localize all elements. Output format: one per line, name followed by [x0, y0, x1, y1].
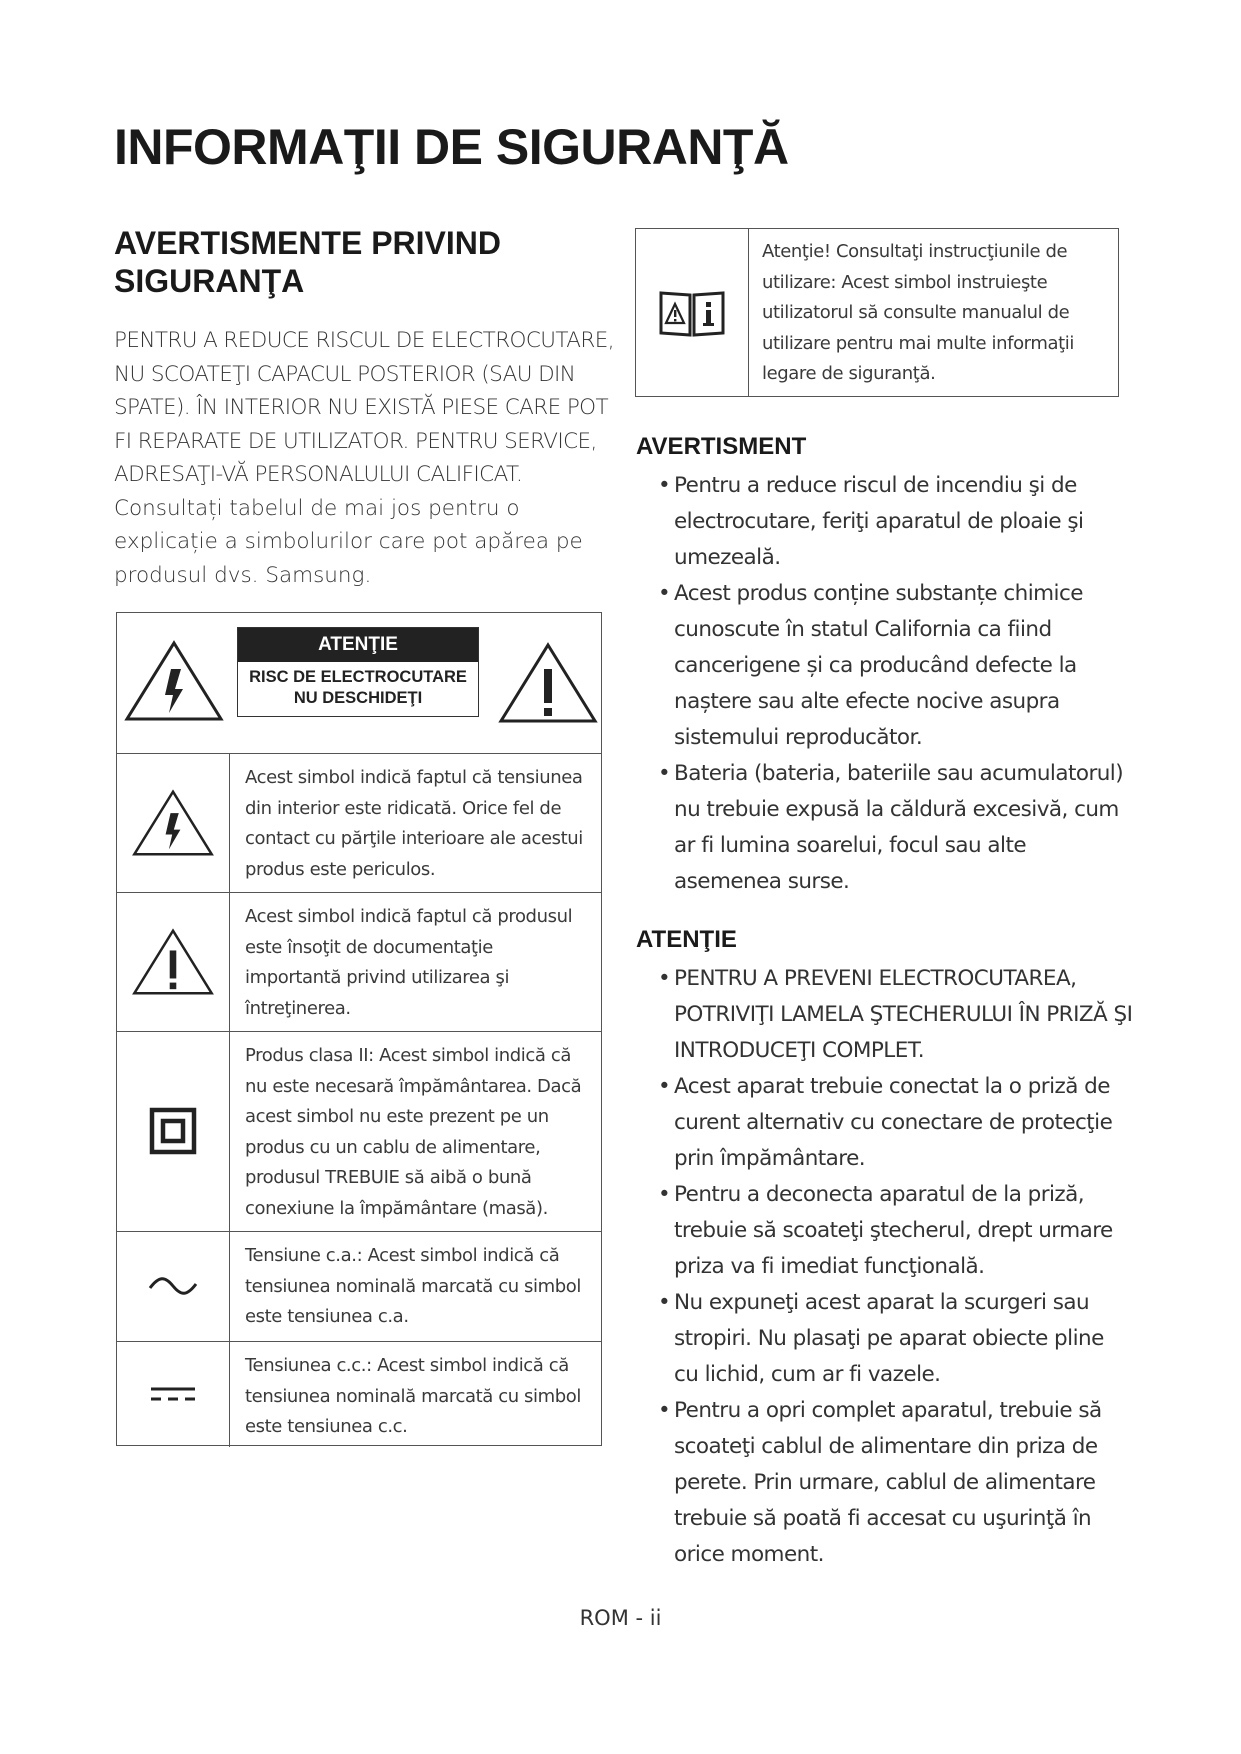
bullet-marker: • — [658, 581, 671, 606]
symbol-row — [117, 892, 601, 1032]
symbol-description: Acest simbol indică faptul că produsul este însoţit de documentaţie importantă privind utilizarea şi întreţinerea. — [245, 906, 573, 1019]
page-number: ROM - ii — [579, 1606, 662, 1630]
high-voltage-icon — [123, 639, 225, 723]
symbol-description: Acest simbol indică faptul că tensiunea din interior este ridicată. Orice fel de contact cu părţile interioare ale acestui produs este periculos. — [245, 767, 583, 880]
section-title — [114, 224, 594, 300]
list-item — [658, 468, 1134, 576]
intro-paragraph — [114, 324, 614, 592]
list-item — [658, 1285, 1134, 1393]
symbol-description: Tensiunea c.c.: Acest simbol indică că tensiunea nominală marcată cu simbol este tensiunea c.c. — [245, 1355, 581, 1437]
symbol-description: Produs clasa II: Acest simbol indică că nu este necesară împământarea. Dacă acest simbol nu este prezent pe un produs cu un cablu de alimentare, produsul TREBUIE să aibă o bună conexiune la împământare (masă). — [245, 1045, 582, 1219]
bullet-marker: • — [658, 1182, 671, 1207]
list-item — [658, 1069, 1134, 1177]
consult-manual-table — [635, 228, 1119, 397]
bullet-marker: • — [658, 1398, 671, 1423]
ac-voltage-icon — [147, 1274, 199, 1298]
list-item — [658, 756, 1134, 900]
list-item-text: PENTRU A PREVENI ELECTROCUTAREA, POTRIVIŢI LAMELA ŞTECHERULUI ÎN PRIZĂ ŞI INTRODUCEŢI COMPLET. — [674, 966, 1133, 1063]
caution-label-text — [238, 662, 478, 709]
caution-label-box — [237, 627, 479, 717]
high-voltage-icon — [131, 788, 215, 858]
caution-label-line1: RISC DE ELECTROCUTARE — [249, 668, 467, 686]
intro-warning-text: PENTRU A REDUCE RISCUL DE ELECTROCUTARE, NU SCOATEŢI CAPACUL POSTERIOR (SAU DIN SPATE). ÎN INTERIOR NU EXISTĂ PIESE CARE POT FI REPARATE DE UTILIZATOR. PENTRU SERVICE, ADRESAŢI-VĂ PERSONALULUI CALIFICAT. — [114, 328, 614, 487]
bullet-marker: • — [658, 966, 671, 991]
exclamation-icon — [131, 927, 215, 997]
symbol-description: Tensiune c.a.: Acest simbol indică că tensiunea nominală marcată cu simbol este tensiunea c.a. — [245, 1245, 581, 1327]
symbol-row — [117, 1231, 601, 1342]
list-item-text: Pentru a opri complet aparatul, trebuie să scoateţi cablul de alimentare din priza de perete. Prin urmare, cablul de alimentare trebuie să poată fi accesat cu uşurinţă în orice moment. — [674, 1398, 1102, 1567]
bullet-marker: • — [658, 761, 671, 786]
page-title: INFORMAŢII DE SIGURANŢĂ — [114, 119, 789, 175]
caution-list — [658, 961, 1134, 1573]
list-item — [658, 576, 1134, 756]
bullet-marker: • — [658, 1074, 671, 1099]
section-title-text: AVERTISMENTE PRIVIND SIGURANŢA — [114, 225, 501, 299]
exclamation-icon — [497, 641, 599, 725]
list-item-text: Pentru a reduce riscul de incendiu şi de electrocutare, feriţi aparatul de ploaie şi umezeală. — [674, 473, 1084, 570]
warning-heading: AVERTISMENT — [636, 433, 807, 460]
bullet-marker: • — [658, 1290, 671, 1315]
caution-label-line2: NU DESCHIDEŢI — [293, 689, 423, 707]
caution-heading: ATENŢIE — [636, 926, 737, 953]
list-item-text: Bateria (bateria, bateriile sau acumulatorul) nu trebuie expusă la căldură excesivă, cum ar fi lumina soarelui, focul sau alte asemenea surse. — [674, 761, 1124, 894]
symbol-cell — [117, 892, 230, 1031]
dc-voltage-icon — [149, 1384, 197, 1404]
symbol-row — [117, 753, 601, 893]
list-item-text: Acest aparat trebuie conectat la o priză de curent alternativ cu conectare de protecţie prin împământare. — [674, 1074, 1113, 1171]
caution-label-title: ATENŢIE — [238, 628, 478, 662]
symbol-cell — [117, 753, 230, 892]
list-item-text: Nu expuneţi acest aparat la scurgeri sau stropiri. Nu plasaţi pe aparat obiecte pline cu lichid, cum ar fi vazele. — [674, 1290, 1104, 1387]
symbol-cell — [117, 1231, 230, 1341]
symbol-row — [117, 1031, 601, 1232]
list-item-text: Pentru a deconecta aparatul de la priză, trebuie să scoateţi ştecherul, drept urmare priza va fi imediat funcţională. — [674, 1182, 1113, 1279]
warning-list — [658, 468, 1134, 900]
consult-manual-description: Atenţie! Consultaţi instrucţiunile de utilizare: Acest simbol instruieşte utilizatorul să consulte manualul de utilizare pentru mai multe informaţii legare de siguranţă. — [762, 241, 1074, 384]
class-ii-icon — [149, 1107, 197, 1155]
symbol-cell — [117, 1031, 230, 1231]
symbol-cell — [117, 1341, 230, 1447]
symbol-row — [117, 1341, 601, 1447]
bullet-marker: • — [658, 473, 671, 498]
symbol-cell — [636, 229, 749, 396]
caution-label-row — [117, 613, 601, 754]
list-item-text: Acest produs conține substanțe chimice cunoscute în statul California ca fiind cancerigene și ca producând defecte la naștere sau alte efecte nocive asupra sistemului reproducător. — [674, 581, 1083, 750]
intro-explanation-text: Consultați tabelul de mai jos pentru o explicație a simbolurilor care pot apărea pe produsul dvs. Samsung. — [114, 495, 583, 588]
list-item — [658, 1393, 1134, 1573]
list-item — [658, 1177, 1134, 1285]
list-item — [658, 961, 1134, 1069]
symbols-table — [116, 612, 602, 1446]
consult-manual-icon — [657, 287, 727, 339]
